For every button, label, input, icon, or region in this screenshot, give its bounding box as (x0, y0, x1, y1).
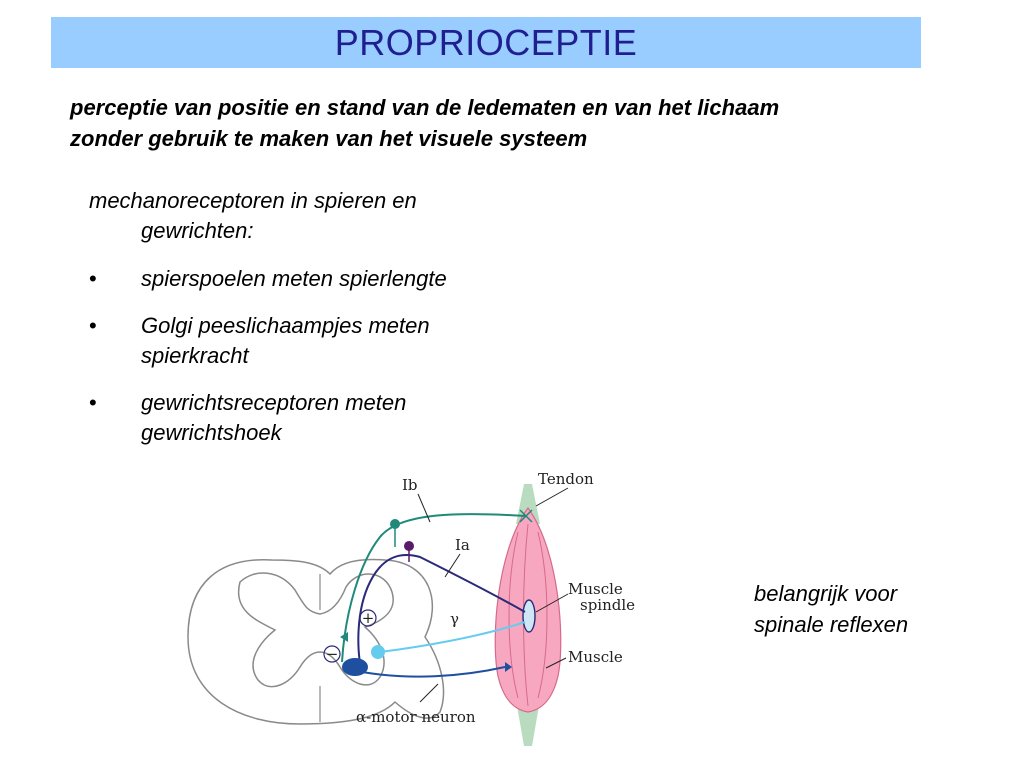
tendon-label: Tendon (538, 470, 594, 488)
alpha-motor-neuron (342, 658, 368, 676)
page-title: PROPRIOCEPTIE (334, 21, 638, 63)
muscle-spindle (523, 600, 535, 632)
proprioception-diagram (180, 462, 660, 752)
ib-ganglion-cell (390, 519, 400, 529)
definition-text (70, 92, 970, 154)
list-item (89, 264, 549, 294)
list-item-text: spierspoelen meten spierlengte (141, 266, 447, 291)
receptor-intro (89, 186, 529, 246)
bullet-point: • (89, 313, 97, 338)
minus-sign: − (325, 645, 339, 663)
receptor-intro-line-1: mechanoreceptoren in spieren en (89, 188, 417, 213)
tendon-pointer-line (536, 488, 568, 506)
receptor-list (89, 264, 549, 465)
side-note (754, 578, 994, 640)
motor-neuron-label: α-motor neuron (356, 708, 476, 726)
plus-sign: + (361, 609, 375, 627)
bullet-point: • (89, 390, 97, 415)
gamma-label: γ (450, 610, 459, 628)
bullet-point: • (89, 266, 97, 291)
list-item (89, 311, 549, 371)
list-item (89, 388, 549, 448)
title-bar (51, 17, 921, 68)
definition-line-1: perceptie van positie en stand van de ledematen en van het lichaam (70, 95, 780, 120)
spinal-cord-outline (188, 560, 444, 724)
muscle-spindle-label-2: spindle (580, 596, 636, 614)
list-item-text: Golgi peeslichaampjes meten spierkracht (141, 313, 430, 368)
muscle-label: Muscle (568, 648, 623, 666)
ia-ganglion-cell (404, 541, 414, 551)
ib-label: Ib (402, 476, 418, 494)
list-item-text: gewrichtsreceptoren meten gewrichtshoek (141, 390, 407, 445)
receptor-intro-line-2: gewrichten: (141, 218, 254, 243)
side-note-line-2: spinale reflexen (754, 612, 909, 637)
ia-label: Ia (455, 536, 470, 554)
definition-line-2: zonder gebruik te maken van het visuele systeem (70, 126, 588, 151)
muscle-spindle-label-1: Muscle (568, 580, 623, 598)
gamma-motor-neuron (371, 645, 385, 659)
side-note-line-1: belangrijk voor (754, 581, 898, 606)
